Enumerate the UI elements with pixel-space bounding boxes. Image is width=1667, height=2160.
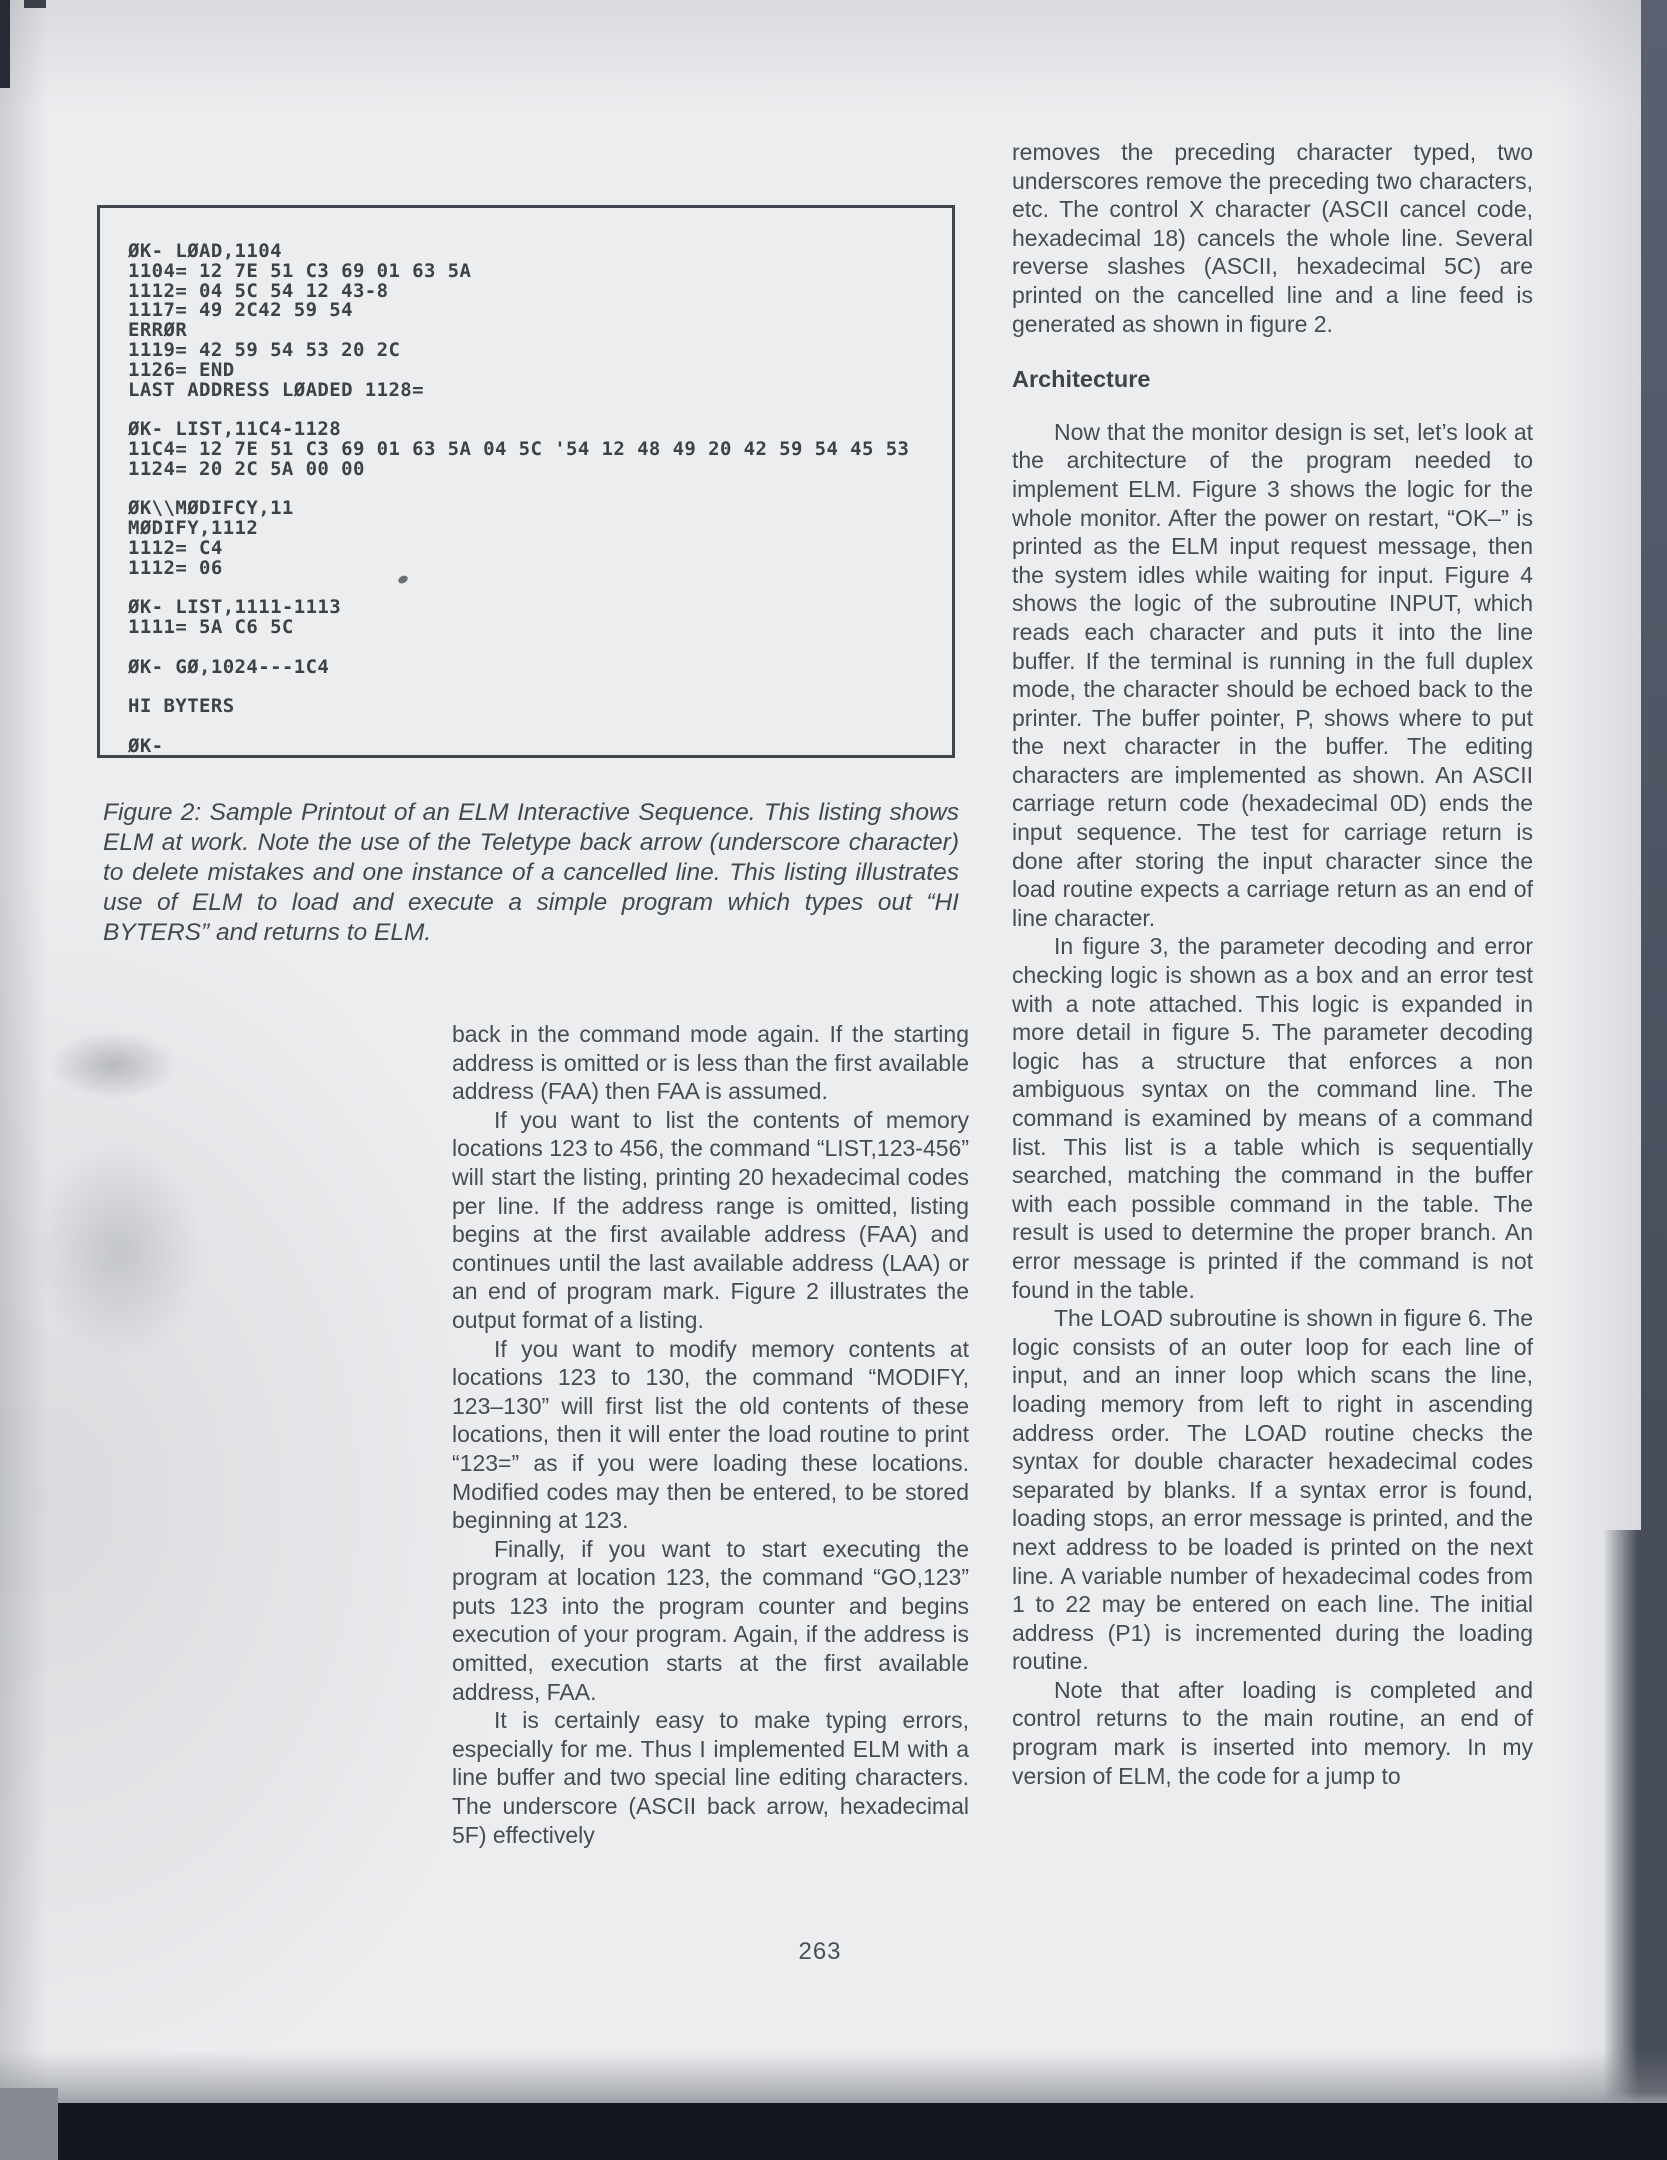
bottom-dark-band (0, 2103, 1667, 2160)
listing-line: 1112= 04 5C 54 12 43-8 (128, 279, 389, 302)
listing-line: 1119= 42 59 54 53 20 2C (128, 338, 401, 361)
listing-line: 1111= 5A C6 5C (128, 616, 294, 639)
body-paragraph: In figure 3, the parameter decoding and error checking logic is shown as a box and an error test with a note attached. This logic is expanded in more detail in figure 5. The parameter decoding logic has a structure that enforces a non ambiguous syntax on the command line. The command is examined by means of a command list. This list is a table which is sequentially searched, matching the command in the buffer with each possible command in the table. The result is used to determine the proper branch. An error message is printed if the command is not found in the table. (1012, 933, 1533, 1303)
page-number: 263 (798, 1938, 842, 1965)
left-margin-smudge (34, 1140, 204, 1360)
body-paragraph: Now that the monitor design is set, let’s look at the architecture of the program needed to implement ELM. Figure 3 shows the logic for the whole monitor. After the power on restart, “OK–” is printed as the ELM input request message, then the system idles while waiting for input. Figure 4 shows the logic of the subroutine INPUT, which reads each character and puts it into the line buffer. If the terminal is running in the full duplex mode, the character should be echoed back to the printer. The buffer pointer, P, shows where to put the next character in the buffer. The editing characters are implemented as shown. An ASCII carriage return code (hexadecimal 0D) ends the input sequence. The test for carriage return is done after storing the input character since the load routine expects a carriage return as an end of line character. (1012, 418, 1533, 931)
listing-line: MØDIFY,1112 (128, 517, 259, 540)
left-margin-smudge (48, 1030, 178, 1100)
right-column-body (1012, 418, 1533, 1791)
architecture-heading: Architecture (1012, 366, 1151, 393)
middle-column (452, 1020, 969, 1849)
figure2-listing-box (97, 205, 955, 758)
listing-line: 11C4= 12 7E 51 C3 69 01 63 5A 04 5C '54 12 48 49 20 42 59 54 45 53 (128, 437, 910, 460)
body-paragraph: Finally, if you want to start executing the program at location 123, the command “GO,123” puts 123 into the program counter and begins execution of your program. Again, if the address is omitted, execution starts at the first available address, FAA. (452, 1535, 969, 1705)
listing-line: HI BYTERS (128, 695, 235, 718)
listing-line: 1124= 20 2C 5A 00 00 (128, 457, 365, 480)
listing-line: ØK- LIST,11C4-1128 (128, 418, 342, 441)
listing-line: 1104= 12 7E 51 C3 69 01 63 5A (128, 259, 472, 282)
body-paragraph: The LOAD subroutine is shown in figure 6. The logic consists of an outer loop for each line of input, and an inner loop which scans the line, loading memory from left to right in ascending address order. The LOAD routine checks the syntax for double character hexadecimal codes separated by blanks. If a syntax error is found, loading stops, an error message is printed, and the next address to be loaded is printed on the next line. A variable number of hexadecimal codes from 1 to 22 may be entered on each line. The initial address (P1) is incremented during the loading routine. (1012, 1305, 1533, 1675)
listing-line: ØK- GØ,1024---1C4 (128, 655, 330, 678)
listing-line: LAST ADDRESS LØADED 1128= (128, 378, 424, 401)
body-paragraph: If you want to modify memory contents at locations 123 to 130, the command “MODIFY, 123–130” will first list the old contents of these locations, then it will enter the load routine to print “123=” as if you were loading these locations. Modified codes may then be entered, to be stored beginning at 123. (452, 1335, 969, 1534)
body-paragraph: It is certainly easy to make typing errors, especially for me. Thus I implemented ELM with a line buffer and two special line editing characters. The underscore (ASCII back arrow, hexadecimal 5F) effectively (452, 1707, 969, 1848)
listing-line: 1126= END (128, 358, 235, 381)
body-paragraph: removes the preceding character typed, two underscores remove the preceding two characters, etc. The control X character (ASCII cancel code, hexadecimal 18) cancels the whole line. Several reverse slashes (ASCII, hexadecimal 5C) are printed on the cancelled line and a line feed is generated as shown in figure 2. (1012, 139, 1533, 337)
listing-line (128, 678, 946, 698)
listing-line (128, 717, 946, 737)
listing-line: ØK- LIST,1111-1113 (128, 596, 342, 619)
listing-line: ERRØR (128, 319, 188, 342)
right-column-intro (1012, 138, 1533, 338)
top-left-edge-mark (0, 0, 10, 88)
right-column (1012, 138, 1533, 1790)
body-paragraph: If you want to list the contents of memory locations 123 to 456, the command “LIST,123-456” will start the listing, printing 20 hexadecimal codes per line. If the address range is omitted, listing begins at the first available address (FAA) and continues until the last available address (LAA) or an end of program mark. Figure 2 illustrates the output format of a listing. (452, 1106, 969, 1333)
listing-line: ØK- LØAD,1104 (128, 240, 282, 262)
bottom-page-shadow (0, 2050, 1667, 2104)
listing-line: ØK\\MØDIFCY,11 (128, 497, 294, 520)
body-paragraph: back in the command mode again. If the starting address is omitted or is less than the first available address (FAA) then FAA is assumed. (452, 1021, 969, 1105)
listing-line (128, 638, 946, 658)
listing-line: 1117= 49 2C42 59 54 (128, 299, 353, 322)
body-paragraph: Note that after loading is completed and control returns to the main routine, an end of program mark is inserted into memory. In my version of ELM, the code for a jump to (1012, 1676, 1533, 1789)
listing-line: 1112= C4 (128, 536, 223, 559)
listing-line: 1112= 06 (128, 556, 223, 579)
figure2-caption: Figure 2: Sample Printout of an ELM Interactive Sequence. This listing shows ELM at work. Note the use of the Teletype back arrow (underscore character) to delete mistakes and one instance of a cancelled line. This listing illustrates use of ELM to load and execute a simple program which types out “HI BYTERS” and returns to ELM. (103, 799, 959, 946)
bottom-left-gray-corner (0, 2088, 58, 2160)
listing-line: ØK- (128, 734, 164, 757)
teletype-listing (128, 242, 946, 757)
top-edge-mark (24, 0, 46, 8)
